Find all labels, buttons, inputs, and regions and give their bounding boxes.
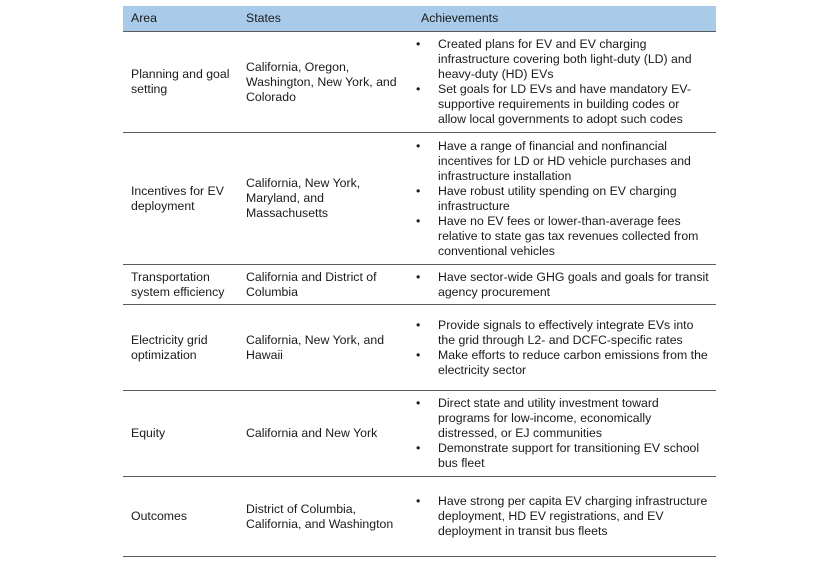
bullet-icon: • [416, 347, 421, 362]
achievements-list [413, 37, 710, 127]
bullet-icon: • [416, 138, 421, 153]
achievements-cell [413, 391, 716, 477]
achievements-cell [413, 32, 716, 133]
bullet-icon: • [416, 269, 421, 284]
achievements-list [413, 139, 710, 259]
bullet-icon: • [416, 396, 421, 410]
achievement-text: Direct state and utility investment toward programs for low-income, economically distressed, or EJ communities [438, 396, 659, 440]
area-cell: Electricity grid optimization [123, 305, 238, 391]
bullet-icon: • [416, 82, 421, 96]
states-cell: California and District of Columbia [238, 265, 413, 305]
achievement-item [413, 348, 710, 378]
states-cell: District of Columbia, California, and Washington [238, 477, 413, 557]
achievements-table [123, 6, 716, 557]
table-row [123, 391, 716, 477]
achievement-text: Have sector-wide GHG goals and goals for transit agency procurement [438, 269, 709, 299]
bullet-icon: • [416, 441, 421, 455]
achievements-table-container [123, 6, 716, 557]
table-row [123, 32, 716, 133]
states-cell: California, New York, and Hawaii [238, 305, 413, 391]
achievement-text: Make efforts to reduce carbon emissions from the electricity sector [438, 347, 708, 377]
bullet-icon: • [416, 213, 421, 228]
header-states: States [238, 6, 413, 32]
achievement-item [413, 214, 710, 259]
achievement-item [413, 396, 710, 441]
bullet-icon: • [416, 183, 421, 198]
achievements-list [413, 494, 710, 539]
table-row [123, 305, 716, 391]
area-cell: Planning and goal setting [123, 32, 238, 133]
achievements-cell [413, 133, 716, 265]
states-cell: California, Oregon, Washington, New York, and Colorado [238, 32, 413, 133]
achievement-text: Demonstrate support for transitioning EV school bus fleet [438, 441, 700, 470]
achievement-item [413, 82, 710, 127]
achievement-text: Set goals for LD EVs and have mandatory EV-supportive requirements in building codes or allow local governments to adopt such codes [438, 82, 691, 126]
achievement-item [413, 37, 710, 82]
achievements-cell [413, 265, 716, 305]
achievements-list [413, 318, 710, 378]
area-cell: Incentives for EV deployment [123, 133, 238, 265]
achievements-cell [413, 477, 716, 557]
table-row [123, 265, 716, 305]
bullet-icon: • [416, 317, 421, 332]
area-cell: Equity [123, 391, 238, 477]
achievements-list [413, 270, 710, 300]
area-cell: Outcomes [123, 477, 238, 557]
achievement-item [413, 318, 710, 348]
achievement-text: Provide signals to effectively integrate EVs into the grid through L2- and DCFC-specific rates [438, 317, 694, 347]
achievement-item [413, 441, 710, 471]
achievement-item [413, 270, 710, 300]
achievement-text: Have a range of financial and nonfinancial incentives for LD or HD vehicle purchases and infrastructure installation [438, 138, 691, 183]
achievement-text: Created plans for EV and EV charging infrastructure covering both light-duty (LD) and heavy-duty (HD) EVs [438, 37, 692, 81]
table-row [123, 133, 716, 265]
achievement-item [413, 139, 710, 184]
header-row [123, 6, 716, 32]
achievements-list [413, 396, 710, 471]
table-row [123, 477, 716, 557]
achievement-text: Have strong per capita EV charging infrastructure deployment, HD EV registrations, and EV deployment in transit bus fleets [438, 494, 708, 538]
achievement-text: Have no EV fees or lower-than-average fees relative to state gas tax revenues collected from conventional vehicles [438, 213, 699, 258]
header-achievements: Achievements [413, 6, 716, 32]
states-cell: California and New York [238, 391, 413, 477]
bullet-icon: • [416, 494, 421, 508]
bullet-icon: • [416, 37, 421, 51]
header-area: Area [123, 6, 238, 32]
states-cell: California, New York, Maryland, and Massachusetts [238, 133, 413, 265]
achievements-cell [413, 305, 716, 391]
achievement-text: Have robust utility spending on EV charging infrastructure [438, 183, 677, 213]
achievement-item [413, 494, 710, 539]
area-cell: Transportation system efficiency [123, 265, 238, 305]
achievement-item [413, 184, 710, 214]
